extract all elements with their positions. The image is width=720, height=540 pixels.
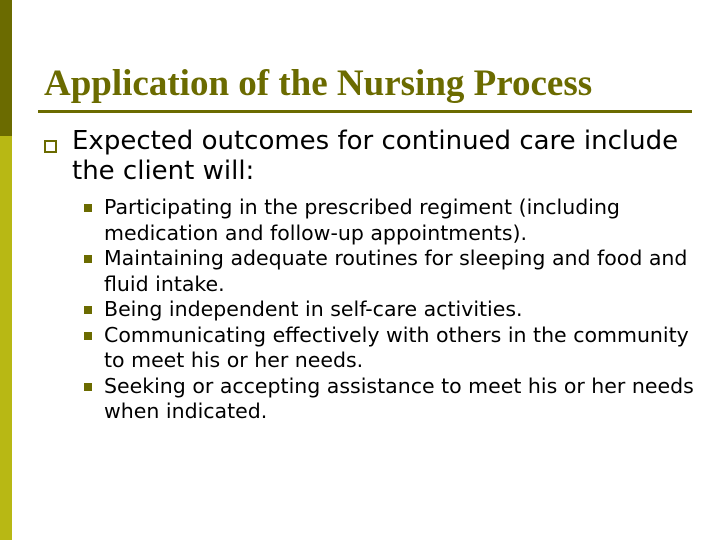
left-accent-bar-light — [0, 136, 12, 540]
square-bullet-icon — [84, 255, 92, 263]
title-underline — [38, 110, 692, 113]
list-item — [84, 374, 694, 425]
list-item-text: Maintaining adequate routines for sleeping and food and fluid intake. — [104, 246, 688, 296]
list-item — [84, 323, 694, 374]
main-point-text: Expected outcomes for continued care include the client will: — [72, 126, 679, 186]
list-item-text: Communicating effectively with others in the community to meet his or her needs. — [104, 322, 689, 372]
square-bullet-icon — [84, 383, 92, 391]
hollow-square-bullet-icon — [44, 140, 57, 153]
square-bullet-icon — [84, 306, 92, 314]
list-item — [84, 195, 694, 246]
list-item — [84, 246, 694, 297]
list-item — [84, 297, 694, 323]
list-item-text: Being independent in self-care activities. — [104, 297, 523, 321]
outcomes-list — [84, 195, 694, 425]
square-bullet-icon — [84, 332, 92, 340]
left-accent-bar-dark — [0, 0, 12, 136]
slide-title: Application of the Nursing Process — [44, 63, 593, 104]
list-item-text: Participating in the prescribed regiment (including medication and follow-up appointments). — [104, 195, 620, 245]
square-bullet-icon — [84, 204, 92, 212]
list-item-text: Seeking or accepting assistance to meet his or her needs when indicated. — [104, 373, 694, 423]
